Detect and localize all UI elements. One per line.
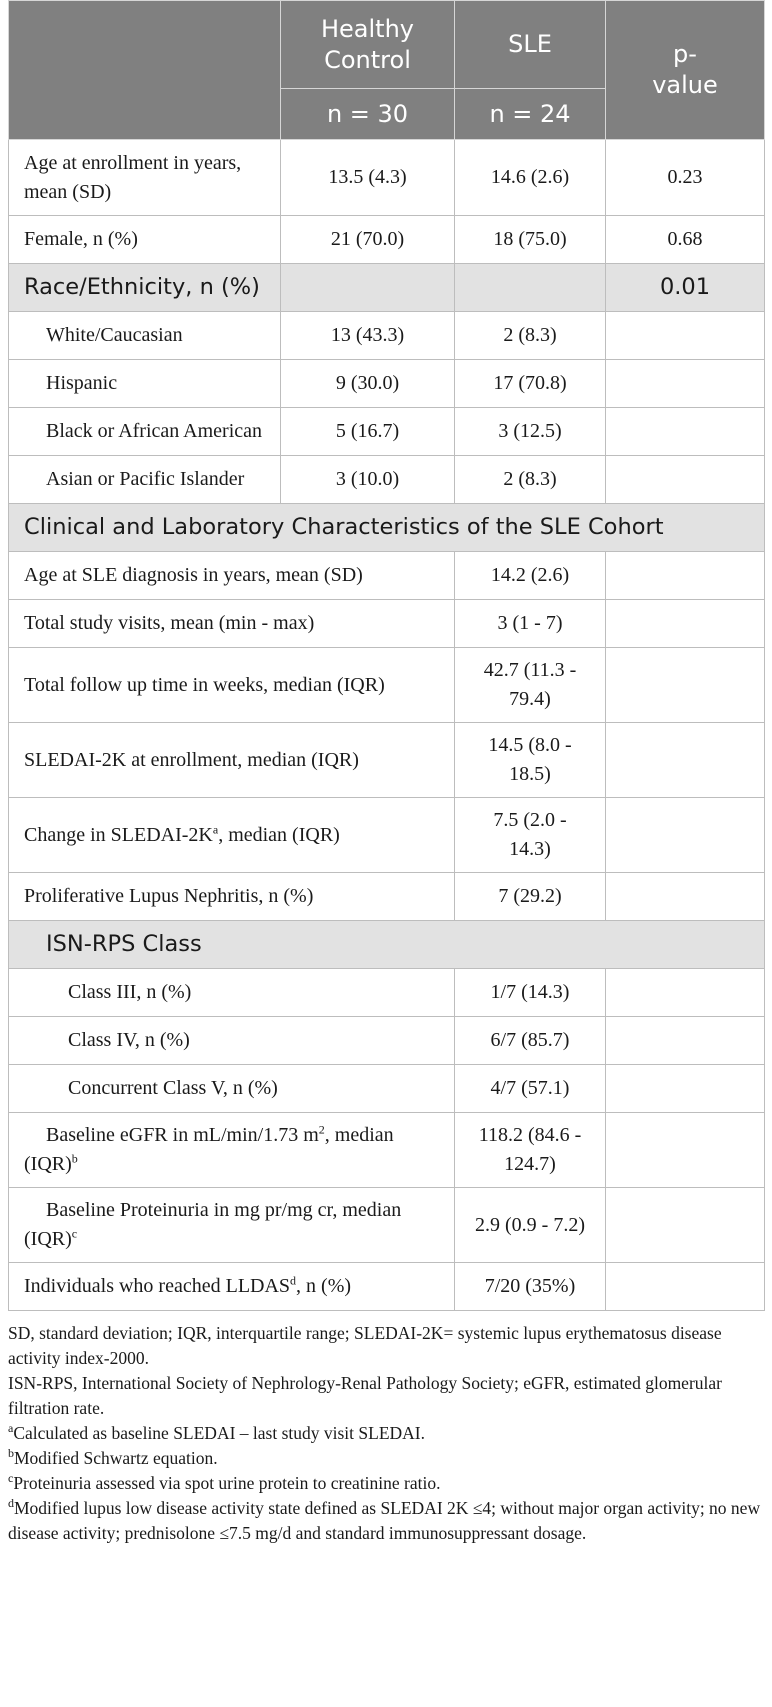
table-row [9,798,765,873]
empty-cell [281,264,455,312]
footnote-c [8,1471,764,1496]
label-text: Baseline eGFR in mL/min/1.73 m [46,1124,319,1146]
table-row [9,312,765,360]
label-text: Individuals who reached LLDAS [24,1275,291,1297]
header-blank-cell [9,1,281,140]
label-text: , median (IQR) [218,823,340,846]
empty-cell [606,648,765,723]
table-row [9,1263,765,1311]
header-p-value: p-value [606,1,765,140]
empty-cell [606,1017,765,1065]
footnote-d [8,1496,764,1546]
healthy-value: 13.5 (4.3) [281,140,455,216]
footnote-text: Proteinuria assessed via spot urine protein to creatinine ratio. [13,1473,441,1493]
table-row [9,1188,765,1263]
table-row [9,969,765,1017]
footnote-a [8,1421,764,1446]
sle-value: 4/7 (57.1) [455,1065,606,1113]
table-row [9,1065,765,1113]
p-value: 0.23 [606,140,765,216]
empty-cell [606,1188,765,1263]
footnote-marker-c: c [8,1471,14,1486]
section-label: ISN-RPS Class [9,921,765,969]
header-sle: SLE [455,1,606,89]
row-label: Concurrent Class V, n (%) [9,1065,455,1113]
footnote-marker-c: c [71,1226,78,1241]
sle-value: 17 (70.8) [455,360,606,408]
healthy-value: 21 (70.0) [281,216,455,264]
row-label: SLEDAI-2K at enrollment, median (IQR) [9,723,455,798]
table-container [8,0,764,1546]
label-text: Change in SLEDAI-2K [24,823,213,846]
sle-value: 1/7 (14.3) [455,969,606,1017]
section-row-clinical [9,504,765,552]
sle-value: 6/7 (85.7) [455,1017,606,1065]
row-label: Hispanic [9,360,281,408]
table-row [9,723,765,798]
row-label [9,1188,455,1263]
table-row [9,1113,765,1188]
row-label: Age at enrollment in years, mean (SD) [9,140,281,216]
row-label: Black or African American [9,408,281,456]
sle-value: 7.5 (2.0 - 14.3) [455,798,606,873]
sle-value: 2 (8.3) [455,456,606,504]
section-row-race [9,264,765,312]
empty-cell [606,312,765,360]
section-label: Clinical and Laboratory Characteristics of the SLE Cohort [9,504,765,552]
row-label: Proliferative Lupus Nephritis, n (%) [9,873,455,921]
header-n-sle: n = 24 [455,89,606,140]
footnote-abbreviations-2: ISN-RPS, International Society of Nephrology-Renal Pathology Society; eGFR, estimated glomerular filtration rate. [8,1373,722,1418]
empty-cell [606,723,765,798]
demographics-table [8,0,765,1311]
header-healthy-control: Healthy Control [281,1,455,89]
footnote-marker-d: d [8,1496,14,1511]
sle-value: 14.5 (8.0 - 18.5) [455,723,606,798]
empty-cell [606,360,765,408]
sle-value: 3 (12.5) [455,408,606,456]
footnote-marker-b: b [8,1446,14,1461]
row-label [9,1113,455,1188]
row-label: Total study visits, mean (min - max) [9,600,455,648]
row-label: Asian or Pacific Islander [9,456,281,504]
sle-value: 42.7 (11.3 - 79.4) [455,648,606,723]
footnote-text: Modified Schwartz equation. [14,1448,218,1468]
empty-cell [606,873,765,921]
superscript-2: 2 [318,1122,325,1137]
empty-cell [606,1113,765,1188]
sle-value: 2.9 (0.9 - 7.2) [455,1188,606,1263]
section-label: Race/Ethnicity, n (%) [9,264,281,312]
table-row [9,140,765,216]
footnote-marker-d: d [290,1273,297,1288]
header-n-healthy: n = 30 [281,89,455,140]
label-text: , median (IQR) [24,1124,394,1175]
sle-value: 7/20 (35%) [455,1263,606,1311]
table-footnotes [8,1321,764,1546]
footnote-marker-a: a [8,1421,14,1436]
table-row [9,873,765,921]
table-row [9,648,765,723]
footnote-marker-b: b [71,1151,78,1166]
row-label: Class III, n (%) [9,969,455,1017]
label-text: Baseline Proteinuria in mg pr/mg cr, median (IQR) [24,1199,402,1250]
empty-cell [606,552,765,600]
table-row [9,216,765,264]
footnote-b [8,1446,764,1471]
row-label: White/Caucasian [9,312,281,360]
footnote-text: Modified lupus low disease activity state defined as SLEDAI 2K ≤4; without major organ activity; no new disease activity; prednisolone ≤7.5 mg/d and standard immunosuppressant dosage. [8,1498,761,1543]
empty-cell [606,969,765,1017]
empty-cell [606,1065,765,1113]
empty-cell [606,1263,765,1311]
row-label [9,798,455,873]
sle-value: 18 (75.0) [455,216,606,264]
table-row [9,408,765,456]
empty-cell [606,798,765,873]
table-row [9,360,765,408]
empty-cell [455,264,606,312]
sle-value: 2 (8.3) [455,312,606,360]
table-row [9,456,765,504]
sle-value: 14.2 (2.6) [455,552,606,600]
table-row [9,552,765,600]
table-row [9,1017,765,1065]
footnote-text: Calculated as baseline SLEDAI – last study visit SLEDAI. [13,1423,425,1443]
healthy-value: 13 (43.3) [281,312,455,360]
label-text: , n (%) [296,1275,352,1297]
row-label: Age at SLE diagnosis in years, mean (SD) [9,552,455,600]
healthy-value: 5 (16.7) [281,408,455,456]
sle-value: 3 (1 - 7) [455,600,606,648]
empty-cell [606,408,765,456]
footnote-marker-a: a [212,821,219,836]
footnote-abbreviations-1: SD, standard deviation; IQR, interquartile range; SLEDAI-2K= systemic lupus erythematosus disease activity index-2000. [8,1323,722,1368]
section-row-isn-rps [9,921,765,969]
healthy-value: 9 (30.0) [281,360,455,408]
table-row [9,600,765,648]
row-label: Total follow up time in weeks, median (IQR) [9,648,455,723]
sle-value: 118.2 (84.6 - 124.7) [455,1113,606,1188]
empty-cell [606,600,765,648]
empty-cell [606,456,765,504]
healthy-value: 3 (10.0) [281,456,455,504]
row-label: Female, n (%) [9,216,281,264]
header-row [9,1,765,89]
row-label [9,1263,455,1311]
p-value: 0.68 [606,216,765,264]
sle-value: 7 (29.2) [455,873,606,921]
row-label: Class IV, n (%) [9,1017,455,1065]
p-value: 0.01 [606,264,765,312]
sle-value: 14.6 (2.6) [455,140,606,216]
